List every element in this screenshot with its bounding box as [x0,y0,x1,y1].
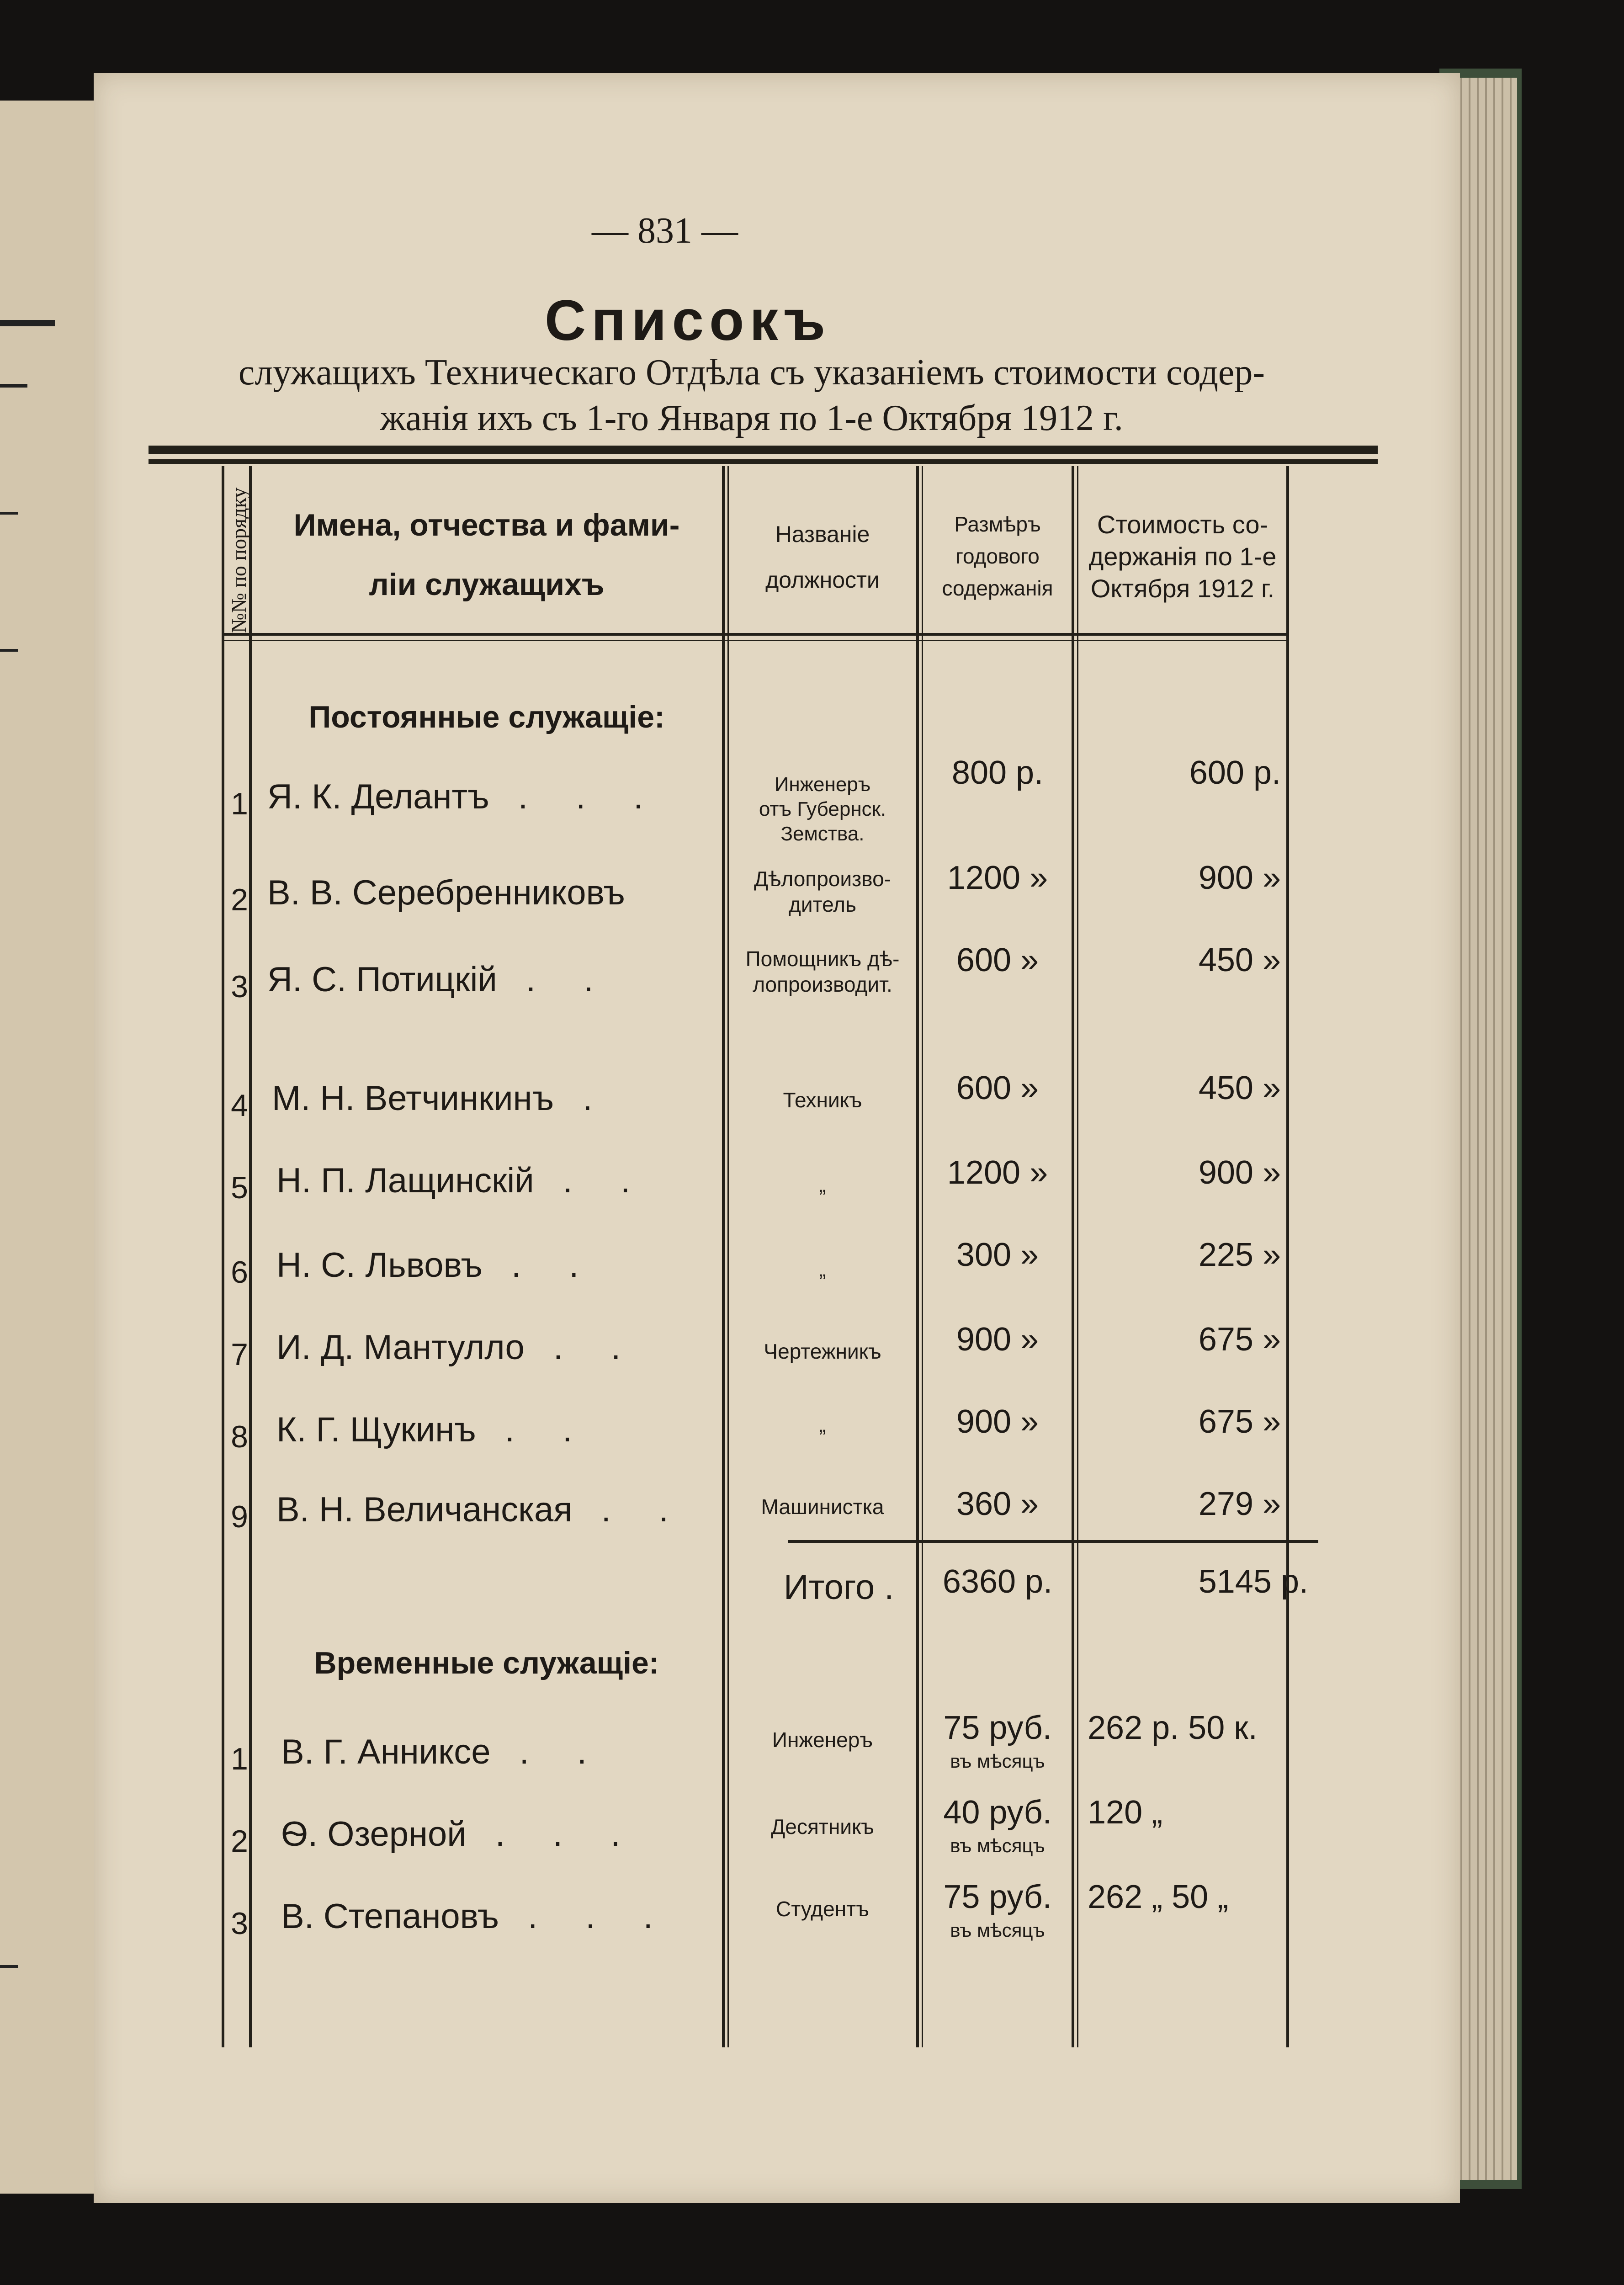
header-cost-line2: держанія по 1-е [1088,542,1277,571]
staff-name: В. Н. Величанская . . [276,1490,688,1529]
position-cell: „ [819,1413,826,1436]
staff-name: Ѳ. Озерной . . . [281,1815,640,1854]
row-number: 2 [231,1824,248,1859]
salary-unit: въ мѣсяцъ [950,1750,1045,1772]
position-cell: Дѣлопроизво- дитель [754,867,891,916]
total-label: Итого . [784,1568,894,1607]
staff-name: М. Н. Ветчинкинъ . [272,1079,612,1118]
staff-name: Я. С. Потицкій . . [267,960,613,999]
header-name-line2: ліи служащихъ [369,567,605,602]
left-page-rule [0,384,27,388]
position-cell: Чертежникъ [764,1339,881,1363]
salary-cell: 300 » [956,1237,1039,1273]
staff-name: Я. К. Делантъ . . . [267,777,663,816]
salary-cell: 1200 » [947,1154,1048,1191]
total-cost: 5145 р. [1198,1563,1308,1600]
salary-cell: 75 руб. [943,1879,1052,1915]
cost-cell: 450 » [1198,942,1281,978]
book-page [94,73,1460,2203]
column-divider [727,466,729,2047]
page-title: Списокъ [544,289,831,352]
staff-name: И. Д. Мантулло . . [276,1328,640,1367]
staff-name: В. Г. Анниксе . . [281,1732,606,1771]
salary-cell: 40 руб. [943,1794,1052,1831]
row-number: 8 [231,1419,248,1454]
staff-name: В. Степановъ . . . [281,1897,672,1936]
left-page-fragment [0,101,99,2194]
header-position-line1: Названіе [775,521,870,547]
position-cell: Техникъ [783,1088,862,1112]
row-number: 7 [231,1337,248,1372]
row-number: 9 [231,1499,248,1534]
row-number: 3 [231,969,248,1004]
salary-cell: 900 » [956,1403,1039,1440]
row-number: 5 [231,1170,248,1205]
salary-cell: 1200 » [947,860,1048,896]
cost-cell: 900 » [1198,860,1281,896]
header-cost-line3: Октября 1912 г. [1090,574,1275,603]
cost-cell: 450 » [1198,1070,1281,1106]
position-cell: Десятникъ [771,1815,874,1839]
row-number: 2 [231,882,248,917]
salary-cell: 600 » [956,942,1039,978]
table-border-right [1286,466,1289,2047]
row-number: 1 [231,786,248,821]
position-cell: Машинистка [761,1495,884,1519]
salary-cell: 800 р. [951,755,1044,791]
position-cell: „ [819,1257,826,1281]
cost-cell: 900 » [1198,1154,1281,1191]
header-rule [222,640,1289,641]
salary-unit: въ мѣсяцъ [950,1919,1045,1941]
row-number: 4 [231,1088,248,1123]
salary-unit: въ мѣсяцъ [950,1835,1045,1856]
cost-cell: 262 р. 50 к. [1088,1710,1258,1746]
column-divider [1077,466,1078,2047]
salary-cell: 600 » [956,1070,1039,1106]
header-salary-line3: содержанія [942,576,1053,600]
left-page-rule [0,320,55,326]
header-salary-line1: Размѣръ [954,512,1041,536]
cost-cell: 675 » [1198,1403,1281,1440]
column-divider [916,466,919,2047]
left-page-rule [0,512,18,515]
staff-name: Н. П. Лащинскій . . [276,1161,650,1200]
position-cell: Помощникъ дѣ- лопроизводит. [745,947,900,996]
left-page-rule [0,1965,18,1968]
column-divider [722,466,725,2047]
staff-name: Н. С. Львовъ . . [276,1246,598,1285]
column-divider [922,466,923,2047]
row-number: 1 [231,1742,248,1776]
salary-cell: 75 руб. [943,1710,1052,1746]
section-title-permanent: Постоянные служащіе: [308,700,665,734]
heading-rule-bottom [149,459,1378,464]
total-salary: 6360 р. [942,1563,1053,1600]
cost-cell: 600 р. [1189,755,1281,791]
salary-cell: 360 » [956,1486,1039,1522]
header-rule [222,633,1289,636]
cost-cell: 120 „ [1088,1794,1163,1831]
row-number: 3 [231,1906,248,1941]
heading-rule-top [149,446,1378,454]
column-divider [1072,466,1074,2047]
row-number: 6 [231,1255,248,1290]
header-cost-line1: Стоимость со- [1097,510,1268,539]
position-cell: Инженеръ [772,1728,873,1752]
column-divider [249,466,252,2047]
header-name-line1: Имена, отчества и фами- [293,508,680,542]
salary-cell: 900 » [956,1321,1039,1358]
total-rule [788,1540,1318,1543]
cost-cell: 225 » [1198,1237,1281,1273]
table-border-left [222,466,224,2047]
left-page-rule [0,649,18,652]
position-cell: „ [819,1173,826,1196]
header-number: №№ по порядку [227,487,250,633]
staff-name: К. Г. Щукинъ . . [276,1410,592,1449]
staff-name: В. В. Серебренниковъ [267,873,625,912]
header-salary-line2: годового [955,544,1040,568]
position-cell: Инженеръ отъ Губернск. Земства. [759,773,886,845]
position-cell: Студентъ [776,1897,869,1921]
header-position-line2: должности [765,567,880,593]
section-title-temporary: Временные служащіе: [314,1646,659,1680]
cost-cell: 675 » [1198,1321,1281,1358]
page-number: — 831 — [592,211,738,251]
page-subtitle-line1: служащихъ Техническаго Отдѣла съ указаніемъ стоимости содер- [238,352,1265,393]
cost-cell: 279 » [1198,1486,1281,1522]
cost-cell: 262 „ 50 „ [1088,1879,1229,1915]
page-subtitle-line2: жанія ихъ съ 1-го Января по 1-е Октября 1912 г. [380,398,1123,438]
